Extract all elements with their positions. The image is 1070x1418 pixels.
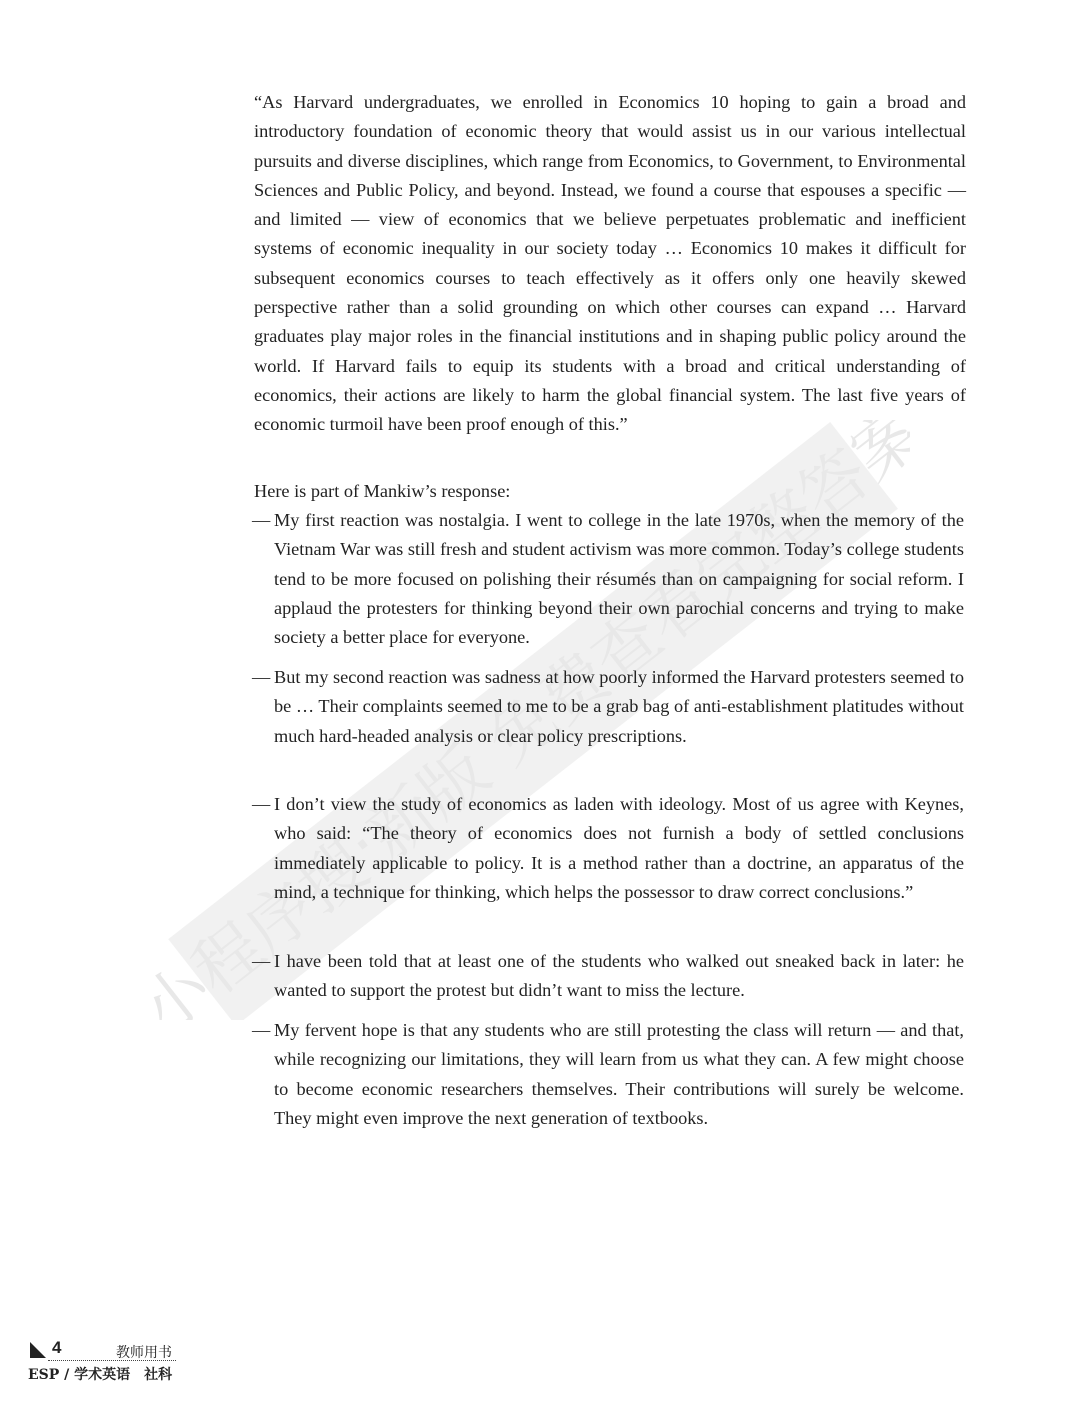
response-item — [252, 1016, 964, 1133]
response-item — [252, 506, 964, 652]
dash-bullet: — — [252, 510, 271, 530]
response-item-text: My fervent hope is that any students who are still protesting the class will return — and that, while recognizing our limitations, they will learn from us what they can. A few might choose to become economic researchers themselves. Their contributions will surely be welcome. They might even improve the next generation of textbooks. — [274, 1020, 964, 1128]
response-item-text: My first reaction was nostalgia. I went to college in the late 1970s, when the memory of the Vietnam War was still fresh and student activism was more common. Today’s college students tend to be more focused on polishing their résumés than on campaigning for social reform. I applaud the protesters for thinking beyond their own parochial concerns and trying to make society a better place for everyone. — [274, 510, 964, 648]
book-label: 教师用书 — [116, 1345, 172, 1361]
dash-bullet: — — [252, 667, 271, 687]
response-item — [252, 790, 964, 907]
response-item — [252, 663, 964, 751]
series-label: ESP / 学术英语 社科 — [28, 1367, 173, 1383]
footer-divider — [48, 1360, 176, 1361]
response-item — [252, 947, 964, 1006]
response-intro: Here is part of Mankiw’s response: — [254, 481, 511, 501]
page-number: 4 — [52, 1338, 62, 1357]
page-footer — [28, 1338, 188, 1388]
quoted-protest-letter: “As Harvard undergraduates, we enrolled in Economics 10 hoping to gain a broad and introductory foundation of economic theory that would assist us in our various intellectual pursuits and diverse disciplines, which range from Economics, to Government, to Environmental Sciences and Public Policy, and beyond. Instead, we found a course that espouses a specific — and limited — view of economics that we believe perpetuates problematic and inefficient systems of economic inequality in our society today … Economics 10 makes it difficult for subsequent economics courses to teach effectively as it offers only one heavily skewed perspective rather than a solid grounding on which other courses can expand … Harvard graduates play major roles in the financial institutions and in shaping public policy around the world. If Harvard fails to equip its students with a broad and critical understanding of economics, their actions are likely to harm the global financial system. The last five years of economic turmoil have been proof enough of this.” — [254, 92, 966, 435]
dash-bullet: — — [252, 951, 271, 971]
dash-bullet: — — [252, 1020, 271, 1040]
corner-triangle-icon — [30, 1342, 46, 1358]
response-item-text: I don’t view the study of economics as laden with ideology. Most of us agree with Keynes, who said: “The theory of economics does not furnish a body of settled conclusions immediately applicable to policy. It is a method rather than a doctrine, an apparatus of the mind, a technique for thinking, which helps the possessor to draw correct conclusions.” — [274, 794, 964, 902]
response-item-text: But my second reaction was sadness at how poorly informed the Harvard protesters seemed to be … Their complaints seemed to me to be a grab bag of anti-establishment platitudes without much hard-headed analysis or clear policy prescriptions. — [274, 667, 964, 746]
watermark-text: 微信小程序搜:新版 免费查看完整答案解析 — [150, 420, 910, 1020]
dash-bullet: — — [252, 794, 271, 814]
response-item-text: I have been told that at least one of the students who walked out sneaked back in later: he wanted to support the protest but didn’t want to miss the lecture. — [274, 951, 964, 1001]
